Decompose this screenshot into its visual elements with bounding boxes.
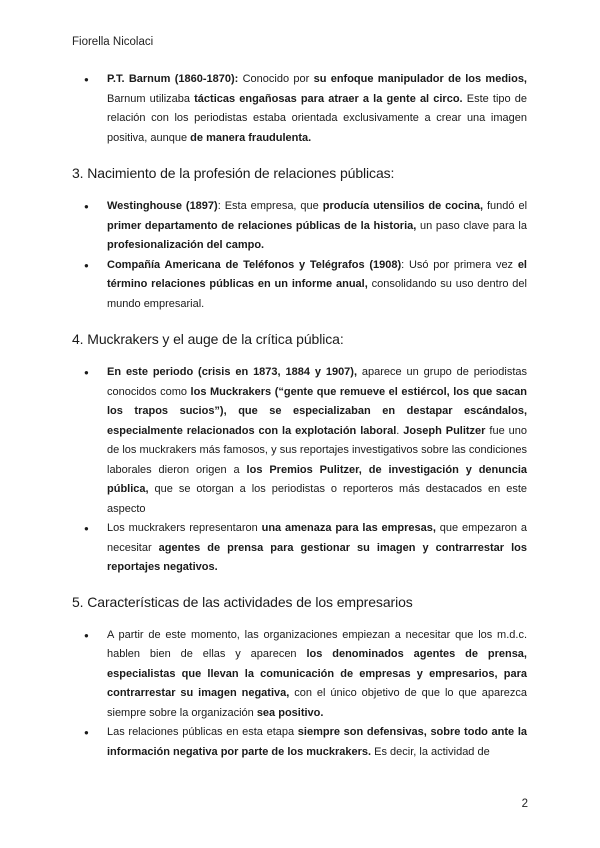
page-number: 2 [521,798,528,810]
text-span: Las relaciones públicas en esta etapa [107,726,298,738]
text-span: aparece un grupo de periodistas conocidos como [107,366,527,398]
bold-text: Joseph Pulitzer [403,424,486,437]
list-item [107,723,527,762]
section-heading: 4. Muckrakers y el auge de la crítica pública: [72,331,344,347]
list-item [107,519,527,578]
text-span: fundó el [483,200,528,212]
bold-text: agentes de prensa para gestionar su imagen y contrarrestar los reportajes negativos. [107,541,527,573]
text-span: Es decir, la actividad de [371,745,490,758]
bold-text: siempre son defensivas, sobre todo ante la información negativa por parte de los muckrakers. [107,726,527,758]
text-span: . [396,424,404,437]
list-item [107,626,527,724]
text-span: un paso clave para la [416,219,527,232]
bold-text: tácticas engañosas para atraer a la gente al circo. [194,92,463,105]
bold-text: producía utensilios de cocina, [322,200,484,212]
bullet-list [72,626,527,763]
text-span: A partir de este momento, las organizaciones empiezan a necesitar que los m.d.c. hablen bien de ellas y aparecen [107,628,527,660]
text-span: que se otorgan a los periodistas o reporteros más destacados en este aspecto [107,483,527,515]
bullet-list [72,70,527,148]
bold-text: sea positivo. [256,706,324,719]
section-heading: 5. Características de las actividades de los empresarios [72,593,413,610]
text-span: : Usó por primera vez [401,258,518,271]
list-item [107,363,527,519]
bold-text: Compañía Americana de Teléfonos y Telégrafos (1908) [107,258,402,271]
bold-text: En este periodo (crisis en 1873, 1884 y 1907), [107,366,358,378]
section-heading: 3. Nacimiento de la profesión de relaciones públicas: [72,165,395,181]
document-body [72,70,527,762]
bold-text: su enfoque manipulador de los medios, [313,73,527,85]
list-item [107,256,527,315]
list-item [107,70,527,148]
bold-text: el término relaciones públicas en un informe anual, [107,258,527,290]
text-span: : Esta empresa, que [217,200,323,212]
bold-text: los Muckrakers (“gente que remueve el estiércol, los que sacan los trapos sucios”), que se especializaban en destapar escándalos, especialmente relacionados con la explotación laboral [107,385,527,437]
text-span: Este tipo de relación con los periodistas estaba orientada exclusivamente a crear una imagen positiva, aunque [107,92,527,144]
text-span: que empezaron a necesitar [107,522,528,554]
bold-text: una amenaza para las empresas, [261,522,436,534]
text-span: Conocido por [238,73,314,85]
bullet-list [72,197,527,314]
text-span: con el único objetivo de que lo que aparezca siempre sobre la organización [107,687,527,719]
list-item [107,197,527,256]
page-header-author: Fiorella Nicolaci [72,36,154,48]
text-span: consolidando su uso dentro del mundo empresarial. [107,278,527,310]
bullet-list [72,363,527,578]
bold-text: primer departamento de relaciones públicas de la historia, [107,219,417,232]
bold-text: los Premios Pulitzer, de investigación y denuncia pública, [107,463,528,495]
text-span: Los muckrakers representaron [107,522,262,534]
text-span: Barnum utilizaba [107,92,195,105]
text-span: fue uno de los muckrakers más famosos, y sus reportajes investigativos sobre las condiciones laborales dieron origen a [107,424,527,476]
bold-text: de manera fraudulenta. [190,131,312,144]
bold-text: profesionalización del campo. [107,239,265,251]
bold-text: P.T. Barnum (1860-1870): [107,73,239,85]
bold-text: los denominados agentes de prensa, especialistas que llevan la comunicación de empresas y empresarios, para contrarrestar su imagen negativa, [107,648,527,699]
bold-text: Westinghouse (1897) [107,200,218,212]
